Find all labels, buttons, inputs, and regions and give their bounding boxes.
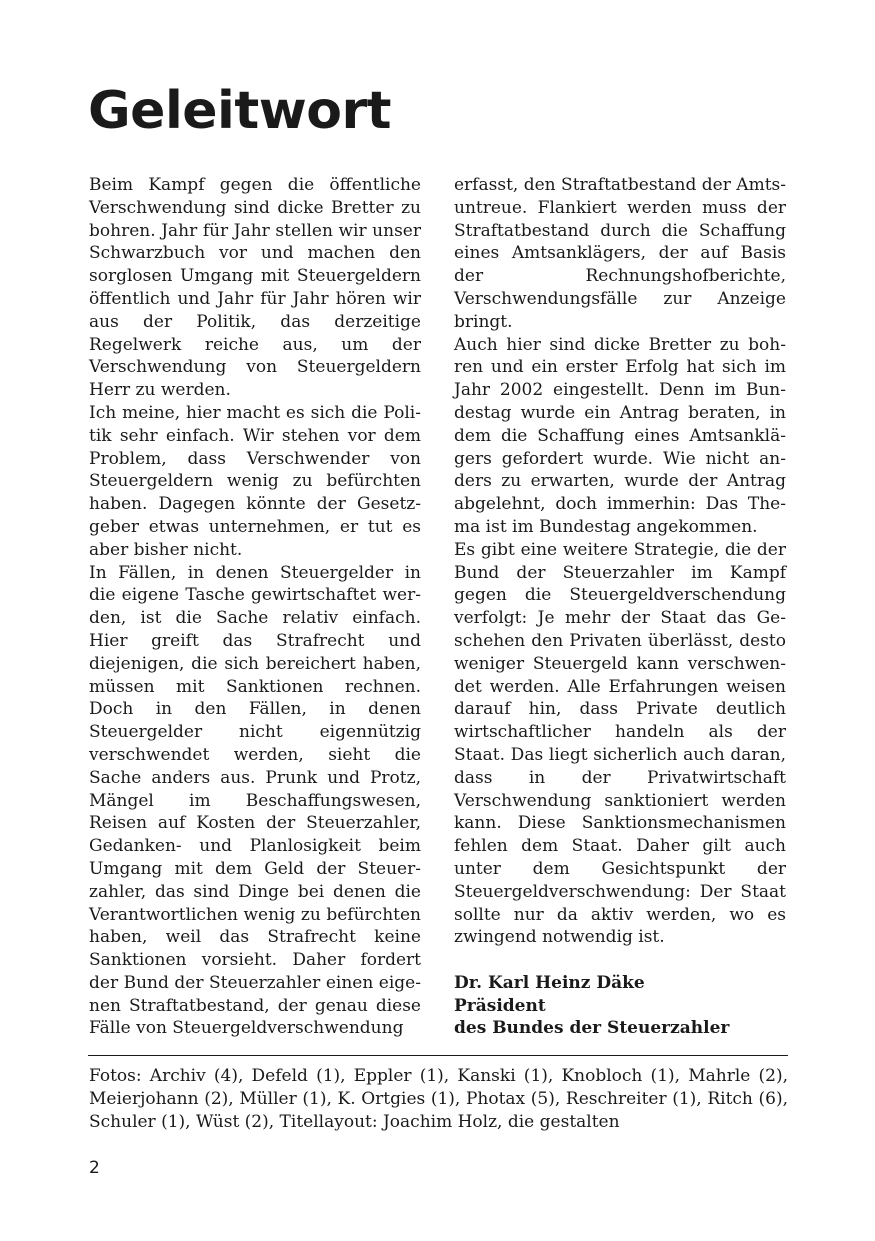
paragraph: erfasst, den Straftatbestand der Amtsuntreue. Flankiert werden muss der Straftatbestand durch die Schaffung eines Amtsanklägers, der auf Basis der Rechnungshofberichte, Verschwendungsfälle zur Anzeige bringt. xyxy=(454,175,786,332)
signature-block xyxy=(454,972,786,1040)
paragraph: Auch hier sind dicke Bretter zu bohren und ein erster Erfolg hat sich im Jahr 2002 eingestellt. Denn im Bundestag wurde ein Antrag beraten, in dem die Schaffung eines Amtsanklägers gefordert wurde. Wie nicht anders zu erwarten, wurde der Antrag abgelehnt, doch immerhin: Das Thema ist im Bundestag angekommen. xyxy=(454,334,786,537)
text-column-right xyxy=(454,174,786,1040)
paragraph: Beim Kampf gegen die öffentliche Verschwendung sind dicke Bretter zu bohren. Jahr für Jahr stellen wir unser Schwarzbuch vor und machen den sorglosen Umgang mit Steuergeldern öffentlich und Jahr für Jahr hören wir aus der Politik, das derzeitige Regelwerk reiche aus, um der Verschwendung von Steuergeldern Herr zu werden. xyxy=(89,175,421,401)
paragraph: Ich meine, hier macht es sich die Politik sehr einfach. Wir stehen vor dem Problem, dass Verschwender von Steuergeldern wenig zu befürchten haben. Dagegen könnte der Gesetzgeber etwas unternehmen, er tut es aber bisher nicht. xyxy=(89,402,421,560)
photo-credits: Fotos: Archiv (4), Defeld (1), Eppler (1), Kanski (1), Knobloch (1), Mahrle (2), Meierjohann (2), Müller (1), K. Ortgies (1), Photax (5), Reschreiter (1), Ritch (6), Schuler (1), Wüst (2), Titellayout: Joachim Holz, die gestalten xyxy=(89,1066,788,1132)
signature-role: Präsident xyxy=(454,995,546,1016)
page-number: 2 xyxy=(89,1158,100,1178)
footer-divider xyxy=(88,1055,788,1056)
paragraph: Es gibt eine weitere Strategie, die der Bund der Steuerzahler im Kampf gegen die Steuergeldverschendung verfolgt: Je mehr der Staat das Geschehen den Privaten überlässt, desto weniger Steuergeld kann verschwendet werden. Alle Erfahrungen weisen darauf hin, dass Private deutlich wirtschaftlicher handeln als der Staat. Das liegt sicherlich auch daran, dass in der Privatwirtschaft Verschwendung sanktioniert werden kann. Diese Sanktionsmechanismen fehlen dem Staat. Daher gilt auch unter dem Gesichtspunkt der Steuergeldverschwendung: Der Staat sollte nur da aktiv werden, wo es zwingend notwendig ist. xyxy=(454,539,786,948)
paragraph: In Fällen, in denen Steuergelder in die eigene Tasche gewirtschaftet werden, ist die Sache relativ einfach. Hier greift das Strafrecht und diejenigen, die sich bereichert haben, müssen mit Sanktionen rechnen. Doch in den Fällen, in denen Steuergelder nicht eigennützig verschwendet werden, sieht die Sache anders aus. Prunk und Protz, Mängel im Beschaffungswesen, Reisen auf Kosten der Steuerzahler, Gedanken- und Planlosigkeit beim Umgang mit dem Geld der Steuerzahler, das sind Dinge bei denen die Verantwortlichen wenig zu befürchten haben, weil das Strafrecht keine Sanktionen vorsieht. Daher fordert der Bund der Steuerzahler einen eigenen Straftatbestand, der genau diese Fälle von Steuergeldverschwendung xyxy=(89,562,421,1039)
signature-name: Dr. Karl Heinz Däke xyxy=(454,972,645,993)
page-title: Geleitwort xyxy=(88,81,391,141)
signature-organization: des Bundes der Steuerzahler xyxy=(454,1018,730,1039)
text-column-left xyxy=(89,174,421,1040)
